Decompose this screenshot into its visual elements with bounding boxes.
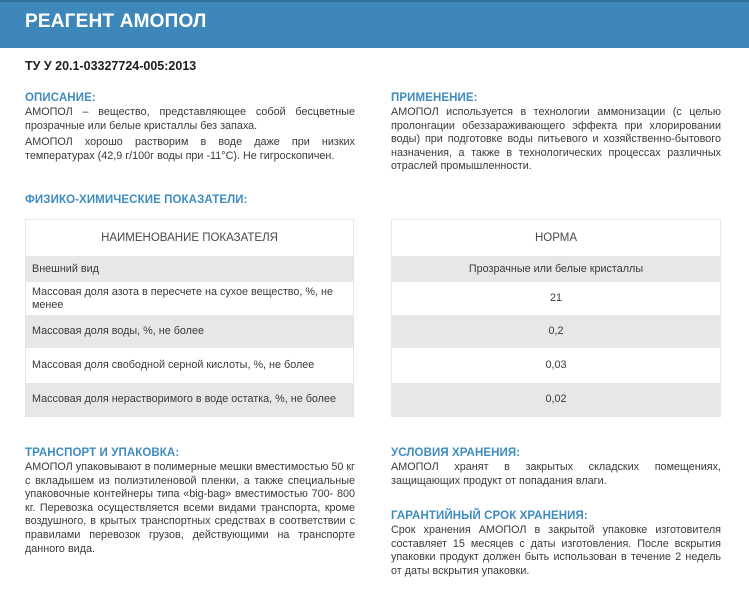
storage-section <box>391 447 721 488</box>
description-paragraph: АМОПОЛ хорошо растворим в воде даже при низких температурах (42,9 г/100г воды при -11°С). Не гигроскопичен. <box>25 136 355 162</box>
warranty-text: Срок хранения АМОПОЛ в закрытой упаковке изготовителя составляет 15 месяцев с даты изготовления. После вскрытия упаковки продукт должен быть использован в течение 2 недель от даты вскрытия упаковки. <box>391 524 721 577</box>
description-title: ОПИСАНИЕ: <box>25 92 96 104</box>
spec-code: ТУ У 20.1-03327724-005:2013 <box>25 59 197 73</box>
table-row <box>26 282 353 315</box>
table-row <box>392 383 720 416</box>
table-row <box>26 315 353 348</box>
header-bar <box>0 0 749 48</box>
description-text <box>25 106 355 163</box>
norm-value: Прозрачные или белые кристаллы <box>468 262 644 275</box>
table-header-name: НАИМЕНОВАНИЕ ПОКАЗАТЕЛЯ <box>26 220 353 256</box>
table-row <box>26 256 353 282</box>
norm-table <box>391 219 721 417</box>
norm-value: 0,2 <box>548 325 564 337</box>
description-section <box>25 92 355 163</box>
storage-text: АМОПОЛ хранят в закрытых складских помещениях, защищающих продукт от попадания влаги. <box>391 461 721 487</box>
storage-title: УСЛОВИЯ ХРАНЕНИЯ: <box>391 447 521 459</box>
table-row <box>392 256 720 282</box>
table-row <box>392 282 720 315</box>
indicator-name: Массовая доля воды, %, не более <box>32 325 204 337</box>
indicator-name: Массовая доля свободной серной кислоты, %, не более <box>32 359 315 371</box>
norm-value: 21 <box>549 292 562 304</box>
indicator-name-table <box>25 219 354 417</box>
table-row <box>392 348 720 383</box>
norm-value: 0,03 <box>545 359 567 371</box>
physchem-section <box>25 194 355 208</box>
warranty-title: ГАРАНТИЙНЫЙ СРОК ХРАНЕНИЯ: <box>391 510 588 522</box>
transport-text: АМОПОЛ упаковывают в полимерные мешки вместимостью 50 кг с вкладышем из полиэтиленовой пленки, а также специальные упаковочные контейнеры типа «big-bag» вместимостью 700- 800 кг. Перевозка осуществляется всеми видами транспорта, кроме воздушного, в крытых транспортных средствах в соответствии с правилами перевозок грузов, действующими на транспорте данного вида. <box>25 461 356 555</box>
table-row <box>392 315 720 348</box>
physchem-title: ФИЗИКО-ХИМИЧЕСКИЕ ПОКАЗАТЕЛИ: <box>25 194 248 206</box>
table-row <box>26 348 353 383</box>
application-text: АМОПОЛ используется в технологии аммонизации (с целью пролонгации обеззараживающего эффекта при хлорировании воды) при подготовке воды питьевого и хозяйственно-бытового назначения, а также в технологических процессах различных отраслей промышленности. <box>391 106 721 173</box>
description-paragraph: АМОПОЛ – вещество, представляющее собой бесцветные прозрачные или белые кристаллы без запаха. <box>25 106 355 132</box>
warranty-section <box>391 510 721 578</box>
indicator-name: Массовая доля азота в пересчете на сухое вещество, %, не менее <box>32 285 333 311</box>
indicator-name: Внешний вид <box>32 262 99 275</box>
indicator-name: Массовая доля нерастворимого в воде остатка, %, не более <box>32 393 336 405</box>
application-title: ПРИМЕНЕНИЕ: <box>391 92 478 104</box>
norm-value: 0,02 <box>545 393 567 405</box>
transport-title: ТРАНСПОРТ И УПАКОВКА: <box>25 447 180 459</box>
page-title: РЕАГЕНТ АМОПОЛ <box>25 11 207 32</box>
application-section <box>391 92 721 174</box>
table-row <box>26 383 353 416</box>
table-header-norm: НОРМА <box>392 220 720 256</box>
transport-section <box>25 447 355 556</box>
